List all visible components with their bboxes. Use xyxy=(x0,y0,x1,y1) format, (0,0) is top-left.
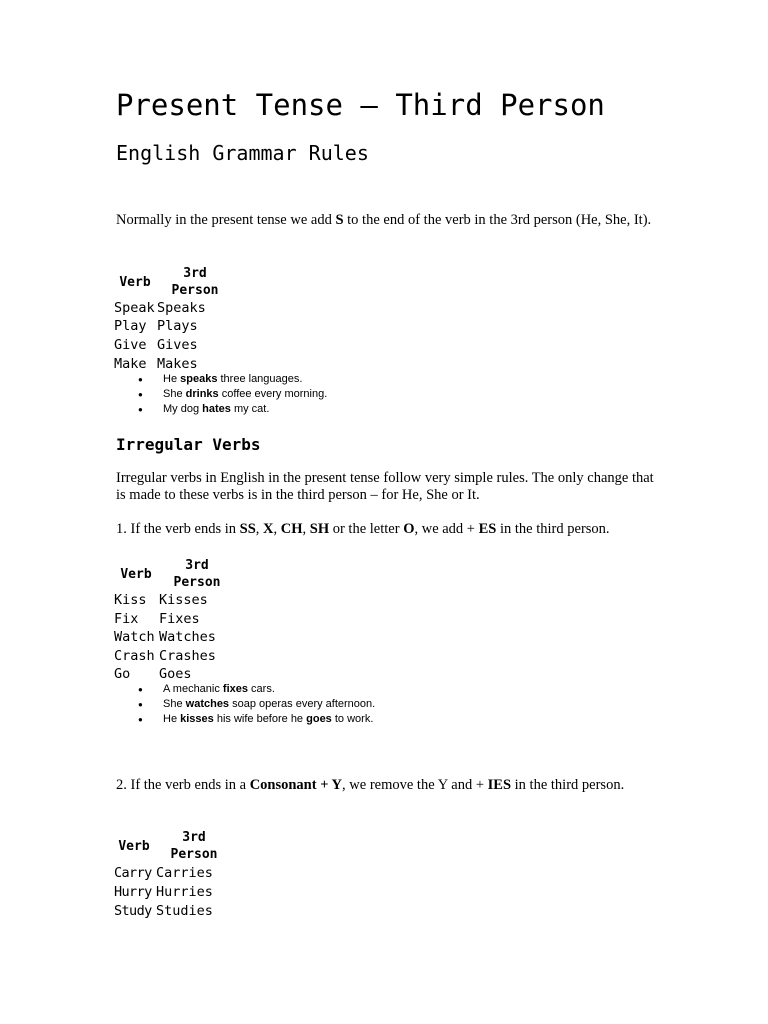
table3-header-3rd-person: 3rd Person xyxy=(170,830,218,862)
table2-third-cell: Watches xyxy=(159,629,216,645)
table3-header-verb: Verb xyxy=(118,839,150,854)
examples-list-2 xyxy=(138,682,375,727)
table1-verb-cell: Speak xyxy=(114,300,155,316)
table1-third-cell: Makes xyxy=(157,356,198,372)
table3-third-cell: Hurries xyxy=(156,884,213,900)
table2-verb-cell: Crash xyxy=(114,648,155,664)
list-item: ● She drinks coffee every morning. xyxy=(138,387,327,402)
table1-header-3rd-person: 3rd Person xyxy=(171,266,219,298)
table2-verb-cell: Go xyxy=(114,666,131,682)
table2-verb-cell: Fix xyxy=(114,611,139,627)
list-item: ● She watches soap operas every afternoon. xyxy=(138,697,375,712)
table1-third-cell: Plays xyxy=(157,318,198,334)
table2-third-cell: Goes xyxy=(159,666,192,682)
table1-third-cell: Speaks xyxy=(157,300,206,316)
table3-verb-cell: Hurry xyxy=(114,884,152,900)
table2-verb-cell: Watch xyxy=(114,629,155,645)
table1-third-cell: Gives xyxy=(157,337,198,353)
list-item: ● He kisses his wife before he goes to work. xyxy=(138,712,375,727)
table2-verb-cell: Kiss xyxy=(114,592,147,608)
list-item: ● He speaks three languages. xyxy=(138,372,327,387)
rule-1-paragraph: 1. If the verb ends in SS, X, CH, SH or the letter O, we add + ES in the third person. xyxy=(116,521,610,537)
table1-verb-cell: Play xyxy=(114,318,147,334)
table2-header-3rd-person: 3rd Person xyxy=(173,558,221,590)
table3-verb-cell: Carry xyxy=(114,865,152,881)
table2-third-cell: Crashes xyxy=(159,648,216,664)
section-heading-irregular-verbs: Irregular Verbs xyxy=(116,435,261,454)
table1-verb-cell: Give xyxy=(114,337,147,353)
table1-verb-cell: Make xyxy=(114,356,147,372)
table2-third-cell: Fixes xyxy=(159,611,200,627)
table3-verb-cell: Study xyxy=(114,903,152,919)
list-item: ● My dog hates my cat. xyxy=(138,402,327,417)
page-subtitle: English Grammar Rules xyxy=(116,141,369,165)
rule-2-paragraph: 2. If the verb ends in a Consonant + Y, we remove the Y and + IES in the third person. xyxy=(116,777,625,793)
list-item: ● A mechanic fixes cars. xyxy=(138,682,375,697)
table2-third-cell: Kisses xyxy=(159,592,208,608)
irregular-paragraph: Irregular verbs in English in the present tense follow very simple rules. The only change that is made to these verbs is in the third person – for He, She or It. xyxy=(116,470,654,503)
table3-third-cell: Studies xyxy=(156,903,213,919)
emphasis-s: S xyxy=(335,212,344,228)
table2-header-verb: Verb xyxy=(120,567,152,582)
examples-list-1 xyxy=(138,372,327,417)
table3-third-cell: Carries xyxy=(156,865,213,881)
table1-header-verb: Verb xyxy=(119,275,151,290)
intro-paragraph: Normally in the present tense we add S to the end of the verb in the 3rd person (He, She, It). xyxy=(116,212,652,228)
page-title: Present Tense – Third Person xyxy=(116,88,605,122)
